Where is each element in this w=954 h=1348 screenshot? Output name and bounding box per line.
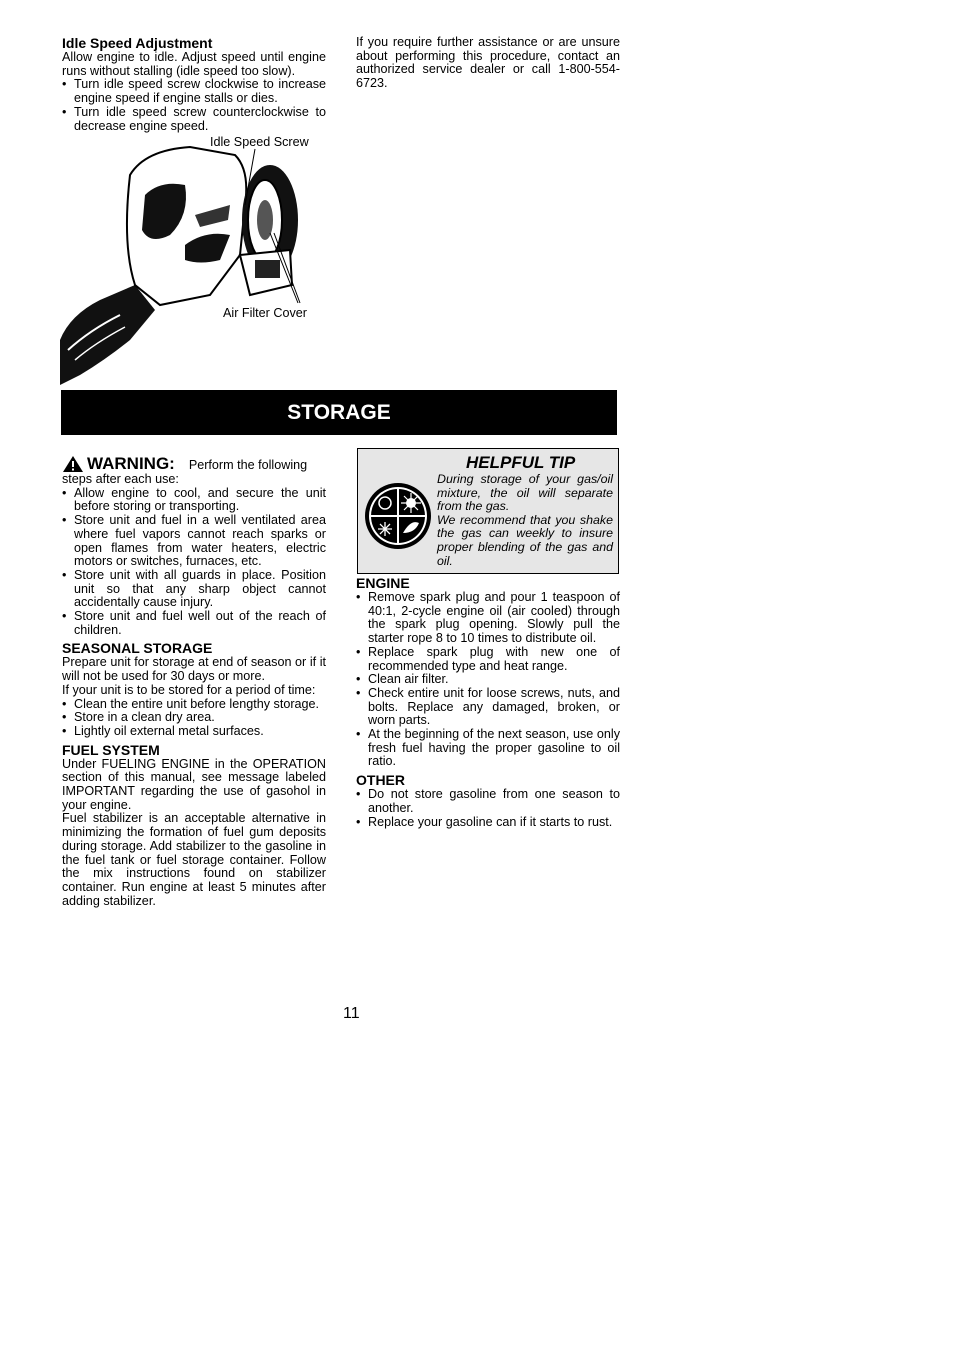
list-item: • Remove spark plug and pour 1 teaspoon of 40:1, 2-cycle engine oil (air cooled) through the spark plug opening. Slowly pull the starter rope 8 to 10 times to distribute oil. [356,591,620,646]
label-idle-speed-screw: Idle Speed Screw [210,135,309,149]
list-item: • Check entire unit for loose screws, nuts, and bolts. Replace any damaged, broken, or worn parts. [356,687,620,728]
list-item: • Store in a clean dry area. [62,711,326,725]
other-list [356,788,620,829]
list-item: • Replace spark plug with new one of recommended type and heat range. [356,646,620,673]
list-item: • Do not store gasoline from one season to another. [356,788,620,815]
warning-line [62,455,326,473]
other-heading: OTHER [356,772,405,789]
warning-section [62,455,326,908]
helpful-tip-text [437,473,613,568]
seasonal-list [62,698,326,739]
list-item: • Replace your gasoline can if it starts to rust. [356,816,620,830]
assistance-paragraph [356,36,620,91]
engine-other-section [356,576,620,829]
fuel-p2: Fuel stabilizer is an acceptable alternative in minimizing the formation of fuel gum deposits during storage. Add stabilizer to the gasoline in the fuel tank or fuel storage container. Follow the mix instructions found on stabilizer container. Run engine at least 5 minutes after adding stabilizer. [62,811,326,908]
list-item: • Allow engine to cool, and secure the unit before storing or transporting. [62,487,326,514]
list-item: • Store unit and fuel well out of the reach of children. [62,610,326,637]
idle-speed-list [62,78,326,133]
tip-p1: During storage of your gas/oil mixture, the oil will separate from the gas. [437,472,613,514]
assistance-text: If you require further assistance or are unsure about performing this procedure, contact an authorized service dealer or call 1-800-554-6723. [356,35,620,91]
warning-intro: steps after each use: [62,472,179,486]
list-item: • Lightly oil external metal surfaces. [62,725,326,739]
list-item: • Clean air filter. [356,673,620,687]
list-item: • Store unit with all guards in place. Position unit so that any sharp object cannot accidentally cause injury. [62,569,326,610]
warning-label: WARNING: [87,454,175,473]
list-item: • Turn idle speed screw clockwise to increase engine speed if engine stalls or dies. [62,78,326,105]
storage-banner [61,390,617,435]
tip-p2: We recommend that you shake the gas can weekly to insure proper blending of the gas and oil. [437,512,613,568]
seasonal-storage-heading: SEASONAL STORAGE [62,640,213,657]
engine-drawing [60,135,330,390]
list-item: • Clean the entire unit before lengthy storage. [62,698,326,712]
engine-list [356,591,620,769]
seasonal-p1: Prepare unit for storage at end of season or if it will not be used for 30 days or more. [62,655,326,684]
list-item: • Turn idle speed screw counterclockwise to decrease engine speed. [62,106,326,133]
idle-speed-intro: Allow engine to idle. Adjust speed until engine runs without stalling (idle speed too slow). [62,50,326,78]
label-air-filter-cover: Air Filter Cover [223,306,307,320]
helpful-tip-box [357,448,619,574]
fuel-system-heading: FUEL SYSTEM [62,741,160,758]
idle-speed-heading: Idle Speed Adjustment [62,35,213,51]
trimmer-engine-illustration [60,135,330,390]
fuel-p1: Under FUELING ENGINE in the OPERATION section of this manual, see message labeled IMPORTANT regarding the use of gasohol in your engine. [62,756,326,812]
engine-heading: ENGINE [356,575,410,591]
seasons-icon [363,481,433,551]
storage-title: STORAGE [287,400,391,424]
list-item: • At the beginning of the next season, use only fresh fuel having the proper gasoline to oil ratio. [356,728,620,769]
idle-speed-section [62,36,326,133]
list-item: • Store unit and fuel in a well ventilated area where fuel vapors cannot reach sparks or open flames from water heaters, electric motors or switches, furnaces, etc. [62,514,326,569]
warning-triangle-icon [62,455,84,473]
page-number: 11 [343,1005,360,1022]
seasonal-p2: If your unit is to be stored for a period of time: [62,682,316,697]
warning-list [62,487,326,638]
helpful-tip-title: HELPFUL TIP [466,453,576,472]
warning-intro-start: Perform the following [188,458,308,473]
